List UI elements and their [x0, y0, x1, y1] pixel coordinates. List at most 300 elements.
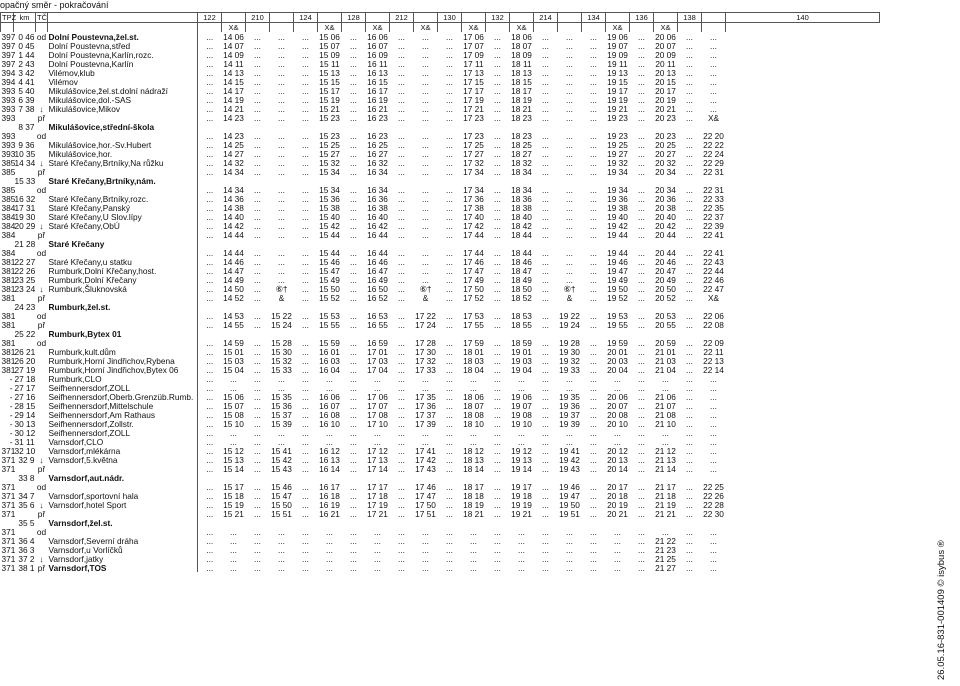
row-time	[270, 302, 294, 311]
row-time: ...	[254, 76, 261, 87]
row-time: ...	[278, 202, 285, 213]
row-station: Vilémov,klub	[48, 68, 198, 77]
row-time: ...	[446, 526, 453, 537]
row-time: 22 11	[703, 346, 724, 357]
row-time: ...	[446, 418, 453, 429]
row-time: ...	[566, 220, 573, 231]
row-time: 14 23	[223, 130, 244, 141]
row-time: ...	[206, 211, 214, 222]
row-time: ...	[518, 562, 525, 573]
row-time	[462, 518, 486, 527]
row-time: 15 32	[271, 355, 292, 366]
row-time: ...	[494, 544, 501, 555]
row-station: Rumburk,Šluknovská	[48, 284, 198, 293]
row-station: Rumburk,žel.st.	[48, 302, 198, 311]
row-time: ...	[422, 139, 429, 150]
row-time: ...	[686, 148, 693, 159]
row-time: ...	[446, 454, 453, 465]
row-time: 17 21	[463, 103, 484, 114]
row-time: 17 03	[367, 355, 388, 366]
row-time: ...	[566, 76, 573, 87]
row-time	[438, 329, 462, 338]
side-footer	[922, 470, 947, 680]
row-tpz: 371	[1, 454, 16, 465]
row-time: ...	[494, 31, 501, 42]
row-time: 15 49	[319, 274, 340, 285]
row-tpz	[1, 239, 14, 248]
row-time: 18 19	[463, 499, 484, 510]
row-time: ...	[494, 364, 501, 375]
row-time: 18 17	[463, 481, 484, 492]
row-time: 15 21	[223, 508, 244, 519]
row-time: ...	[422, 193, 429, 204]
row-tpz: -	[9, 427, 13, 438]
row-time: ...	[350, 400, 357, 411]
row-km: 30 13	[14, 418, 36, 429]
row-arrival-departure	[36, 410, 48, 419]
row-time: ...	[254, 40, 261, 51]
row-time: ⑥†	[419, 283, 432, 294]
row-station: Dolní Poustevna,Karlín,rozc.	[48, 50, 198, 59]
table-row	[1, 95, 880, 104]
row-time: 15 52	[319, 292, 340, 303]
row-time: ...	[302, 103, 309, 114]
row-time: ...	[350, 481, 357, 492]
row-time: ...	[302, 112, 309, 123]
row-station: Staré Křečany,Brtníky,rozc.	[48, 194, 198, 203]
row-time: 21 22	[655, 535, 676, 546]
row-station: Mikulášovice,střední-škola	[48, 122, 198, 131]
table-row	[1, 320, 880, 329]
row-km: 30 12	[14, 427, 36, 438]
row-time: ...	[494, 49, 501, 60]
row-time: ...	[278, 256, 285, 267]
row-time: ...	[422, 436, 429, 447]
row-time	[342, 473, 366, 482]
row-time: 14 36	[223, 193, 244, 204]
row-arrival-departure	[36, 491, 48, 500]
row-time	[582, 239, 606, 248]
row-time: ...	[542, 355, 549, 366]
row-arrival-departure: od	[36, 31, 47, 42]
row-time: ...	[302, 355, 309, 366]
row-km: 24 23	[14, 301, 36, 312]
row-time: ...	[350, 103, 357, 114]
row-time: ...	[638, 112, 645, 123]
row-arrival-departure	[36, 59, 48, 68]
row-time	[486, 176, 510, 185]
row-time	[294, 302, 318, 311]
row-time: ...	[566, 256, 573, 267]
row-time: ...	[494, 346, 501, 357]
row-time: 19 19	[607, 94, 628, 105]
row-station: Staré Křečany,Panský	[48, 203, 198, 212]
header-train-number	[462, 13, 486, 23]
row-time: ...	[590, 58, 597, 69]
row-time: ...	[398, 409, 405, 420]
row-time: 17 52	[463, 292, 484, 303]
row-arrival-departure	[36, 401, 48, 410]
row-time	[510, 329, 534, 338]
row-time: 19 30	[559, 346, 580, 357]
row-km: 32 10	[14, 445, 36, 456]
row-time	[510, 176, 534, 185]
row-time: 14 34	[223, 166, 244, 177]
row-time: ...	[446, 292, 453, 303]
row-time: ...	[710, 553, 717, 564]
table-row	[1, 41, 880, 50]
row-time: 14 50	[223, 283, 244, 294]
row-time	[582, 473, 606, 482]
row-station: Seifhennersdorf,ZOLL	[48, 383, 198, 392]
header-train-number: 124	[294, 13, 318, 23]
row-time: 19 41	[559, 445, 580, 456]
row-time: 20 06	[655, 31, 676, 42]
row-time: ...	[422, 265, 429, 276]
row-time: ...	[518, 544, 525, 555]
row-time: ...	[638, 373, 645, 384]
row-time: ...	[446, 211, 453, 222]
table-row	[1, 248, 880, 257]
row-time: ...	[302, 202, 309, 213]
row-time: ...	[446, 31, 453, 42]
row-time: ...	[638, 499, 645, 510]
row-time: 20 21	[607, 508, 628, 519]
row-time: 18 13	[463, 454, 484, 465]
row-time: ...	[542, 319, 549, 330]
train-symbol	[246, 23, 270, 33]
row-time: ...	[686, 508, 693, 519]
row-km: 27 16	[14, 391, 36, 402]
row-time: 15 19	[319, 94, 340, 105]
row-time: ...	[542, 418, 549, 429]
row-time: 18 47	[511, 265, 532, 276]
row-time	[462, 239, 486, 248]
row-time: 14 07	[223, 40, 244, 51]
row-arrival-departure: od	[36, 130, 47, 141]
row-time: ...	[254, 553, 261, 564]
row-time: ...	[206, 202, 214, 213]
row-time: ...	[398, 49, 405, 60]
row-time: ...	[398, 292, 405, 303]
row-time: 17 14	[367, 463, 388, 474]
row-time	[270, 122, 294, 131]
row-time: 15 32	[319, 157, 340, 168]
row-time: ...	[302, 418, 309, 429]
table-row	[1, 545, 880, 554]
row-time: ...	[278, 544, 285, 555]
row-time: 19 50	[607, 283, 628, 294]
row-tpz: 385	[1, 166, 16, 177]
row-time: 22 25	[703, 481, 724, 492]
row-time: ...	[278, 49, 285, 60]
row-time: 15 23	[319, 112, 340, 123]
row-time: ...	[302, 409, 309, 420]
row-time: 21 18	[655, 490, 676, 501]
row-station	[48, 230, 198, 239]
row-time	[222, 302, 246, 311]
row-arrival-departure	[36, 428, 48, 437]
row-time: 18 23	[511, 112, 532, 123]
row-time: ...	[614, 436, 621, 447]
row-time: ...	[350, 94, 357, 105]
row-time	[390, 122, 414, 131]
row-time: ...	[494, 562, 501, 573]
row-time: ...	[206, 256, 214, 267]
row-time: ...	[566, 157, 573, 168]
row-time: ...	[398, 364, 405, 375]
header-station	[48, 13, 198, 23]
row-km	[14, 167, 36, 176]
row-time: ...	[710, 76, 717, 87]
row-time: ...	[710, 31, 717, 42]
row-time: ...	[686, 229, 693, 240]
row-time: ...	[638, 85, 645, 96]
row-tpz	[1, 329, 14, 338]
row-time: ...	[686, 436, 693, 447]
row-time: 17 47	[463, 265, 484, 276]
row-time: 19 03	[511, 355, 532, 366]
row-time: ...	[566, 427, 573, 438]
row-time: ...	[398, 337, 405, 348]
row-time: 19 10	[511, 418, 532, 429]
row-time: 20 32	[655, 157, 676, 168]
row-time: 18 46	[511, 256, 532, 267]
row-tpz: 397	[1, 49, 16, 60]
row-time	[318, 473, 342, 482]
row-station: Mikulášovice,Mikov	[48, 104, 198, 113]
row-time: ...	[302, 490, 309, 501]
row-time: ...	[278, 193, 285, 204]
row-time: ...	[494, 112, 501, 123]
row-time: ...	[470, 526, 477, 537]
row-time: ...	[446, 409, 453, 420]
row-time: ...	[686, 76, 693, 87]
row-time: 20 13	[655, 67, 676, 78]
row-time: ...	[446, 391, 453, 402]
row-time	[654, 239, 678, 248]
row-tpz: 384	[1, 220, 16, 231]
row-time: ...	[686, 409, 693, 420]
row-time: ...	[446, 400, 453, 411]
row-time: 22 09	[703, 337, 724, 348]
row-time: ...	[302, 337, 309, 348]
row-time: ...	[350, 31, 357, 42]
table-row	[1, 104, 880, 113]
row-arrival-departure: př	[37, 229, 46, 240]
row-time	[414, 122, 438, 131]
row-time	[342, 239, 366, 248]
row-km	[14, 482, 36, 491]
row-time: ...	[254, 526, 261, 537]
row-arrival-departure: př	[37, 508, 46, 519]
row-time: ...	[542, 562, 549, 573]
row-time: ...	[302, 130, 309, 141]
row-km: 33 8	[18, 472, 35, 483]
row-time: ...	[566, 247, 573, 258]
row-time: 17 07	[367, 400, 388, 411]
row-time: ...	[254, 337, 261, 348]
row-time	[486, 122, 510, 131]
row-time: 18 07	[463, 400, 484, 411]
row-time: ...	[398, 112, 405, 123]
row-time: 21 23	[655, 544, 676, 555]
row-km: 3 42	[18, 67, 35, 78]
row-tpz: 371	[1, 499, 16, 510]
row-time: 15 39	[271, 418, 292, 429]
row-time: 15 10	[223, 418, 244, 429]
row-time: ...	[710, 400, 717, 411]
row-time: ...	[494, 130, 501, 141]
row-time: ...	[302, 499, 309, 510]
table-row	[1, 410, 880, 419]
row-arrival-departure	[36, 50, 48, 59]
row-time: ...	[398, 562, 405, 573]
row-arrival-departure: př	[37, 319, 46, 330]
row-time: 20 53	[655, 310, 676, 321]
row-time: ...	[350, 508, 357, 519]
row-station: Seifhennersdorf,Oberb.Grenzüb.Rumb.	[48, 392, 198, 401]
row-time: 17 32	[415, 355, 436, 366]
row-time	[630, 176, 654, 185]
row-time: 19 44	[607, 247, 628, 258]
row-time: 21 01	[655, 346, 676, 357]
row-time: ...	[278, 103, 285, 114]
row-time: ...	[590, 229, 597, 240]
row-time: ...	[230, 535, 237, 546]
row-time: 17 07	[463, 40, 484, 51]
header-km: km	[14, 13, 36, 23]
row-time: &	[566, 292, 573, 303]
row-station: Varnsdorf,aut.nádr.	[48, 473, 198, 482]
row-time: ...	[350, 139, 357, 150]
row-time: ...	[542, 112, 549, 123]
row-time: ...	[710, 427, 717, 438]
row-time: X&	[707, 292, 720, 303]
row-time: 17 19	[463, 94, 484, 105]
row-time: ...	[350, 58, 357, 69]
row-time: ...	[686, 103, 693, 114]
row-time: ...	[398, 508, 405, 519]
row-arrival-departure: od	[36, 310, 47, 321]
row-arrival-departure	[36, 473, 48, 482]
row-time: 20 17	[607, 481, 628, 492]
row-time: ...	[590, 40, 597, 51]
row-time: 19 35	[559, 391, 580, 402]
row-time	[582, 302, 606, 311]
row-time: ...	[518, 427, 525, 438]
row-time: 16 44	[367, 247, 388, 258]
row-time	[462, 473, 486, 482]
row-time	[390, 329, 414, 338]
row-tpz: 371	[1, 463, 16, 474]
row-time: ...	[686, 112, 693, 123]
row-time: ...	[446, 463, 453, 474]
row-time	[318, 302, 342, 311]
row-time: ...	[350, 364, 357, 375]
row-time: ...	[398, 418, 405, 429]
row-tpz	[1, 176, 14, 185]
row-time: 16 09	[367, 49, 388, 60]
row-time	[534, 329, 558, 338]
row-time: ...	[302, 94, 309, 105]
row-time	[678, 302, 702, 311]
row-time	[198, 518, 222, 527]
row-time: ...	[254, 427, 261, 438]
row-tpz: 371	[1, 535, 16, 546]
row-time: ...	[542, 184, 549, 195]
row-time: ...	[446, 229, 453, 240]
row-time: ...	[710, 85, 717, 96]
row-time: 22 41	[703, 247, 724, 258]
row-time: 22 33	[703, 193, 724, 204]
row-time: ...	[638, 355, 645, 366]
row-arrival-departure	[36, 437, 48, 446]
row-time: 16 04	[319, 364, 340, 375]
row-time: ...	[710, 535, 717, 546]
row-time: ...	[398, 454, 405, 465]
row-time: ...	[398, 229, 405, 240]
row-time: 18 10	[463, 418, 484, 429]
row-time: ...	[278, 553, 285, 564]
row-time: ...	[302, 364, 309, 375]
row-time: ...	[254, 112, 261, 123]
row-time: ...	[278, 247, 285, 258]
row-time: 14 15	[223, 76, 244, 87]
row-time: 19 46	[559, 481, 580, 492]
row-time: ...	[446, 130, 453, 141]
row-time: ...	[446, 337, 453, 348]
row-time: ...	[566, 166, 573, 177]
row-arrival-departure: př	[37, 562, 46, 573]
row-time: ...	[302, 283, 309, 294]
row-time: ...	[590, 346, 597, 357]
row-time: ...	[350, 490, 357, 501]
row-time: 14 40	[223, 211, 244, 222]
table-row	[1, 536, 880, 545]
row-time: 15 55	[319, 319, 340, 330]
row-tpz: 371	[1, 508, 16, 519]
row-time	[318, 122, 342, 131]
row-time: 19 23	[607, 112, 628, 123]
row-time: ...	[662, 382, 669, 393]
row-time: 17 43	[415, 463, 436, 474]
row-time	[534, 122, 558, 131]
row-time	[630, 122, 654, 131]
row-tpz: 381	[1, 319, 16, 330]
row-time: ...	[302, 148, 309, 159]
row-time: ...	[446, 157, 453, 168]
row-time: ...	[254, 67, 261, 78]
row-time: ...	[206, 274, 214, 285]
row-time	[582, 329, 606, 338]
row-time: ...	[254, 193, 261, 204]
row-time: ...	[278, 220, 285, 231]
row-time: ...	[494, 40, 501, 51]
row-time: 15 46	[319, 256, 340, 267]
row-time: ...	[470, 535, 477, 546]
row-station: Varnsdorf,žel.st.	[48, 518, 198, 527]
row-time: ...	[422, 103, 429, 114]
row-km: 27 17	[14, 382, 36, 393]
table-row	[1, 428, 880, 437]
row-time: ...	[326, 553, 333, 564]
row-time: ...	[350, 166, 357, 177]
row-time: ...	[422, 535, 429, 546]
row-time: ...	[398, 166, 405, 177]
row-time: 17 13	[463, 67, 484, 78]
row-time: ...	[638, 157, 645, 168]
